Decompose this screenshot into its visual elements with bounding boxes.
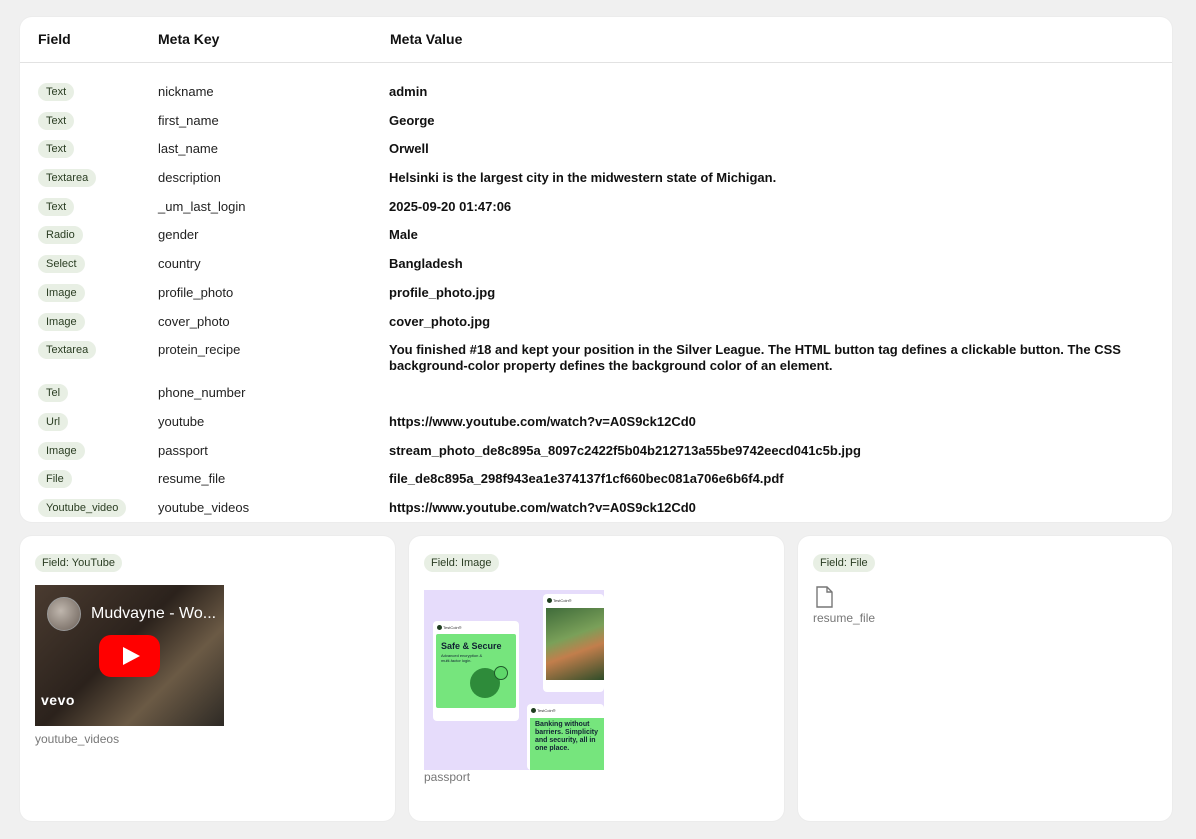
field-type-badge: Text	[38, 112, 74, 130]
meta-key: last_name	[158, 141, 218, 157]
field-tag: Field: File	[813, 554, 875, 572]
field-type-badge: Image	[38, 313, 85, 331]
meta-key: gender	[158, 227, 199, 243]
table-row	[20, 438, 1172, 467]
table-body	[20, 63, 1172, 522]
table-row	[20, 466, 1172, 495]
field-type-badge: Select	[38, 255, 85, 273]
image-caption: passport	[424, 770, 471, 784]
meta-key: profile_photo	[158, 284, 234, 300]
image-field-card	[409, 536, 784, 821]
table-row	[20, 309, 1172, 338]
meta-key: first_name	[158, 112, 219, 128]
meta-key: _um_last_login	[158, 198, 246, 214]
file-field-card	[798, 536, 1172, 821]
file-caption[interactable]: resume_file	[813, 611, 876, 625]
meta-value: George	[389, 112, 435, 128]
meta-value: Orwell	[389, 141, 429, 157]
meta-value: Helsinki is the largest city in the midwestern state of Michigan.	[389, 170, 777, 186]
field-type-badge: Text	[38, 140, 74, 158]
meta-key: phone_number	[158, 385, 246, 401]
header-field: Field	[38, 31, 71, 47]
meta-value: cover_photo.jpg	[389, 313, 491, 329]
check-icon	[494, 666, 508, 680]
field-type-badge: Text	[38, 83, 74, 101]
meta-value: profile_photo.jpg	[389, 284, 496, 300]
table-row	[20, 136, 1172, 165]
meta-value: You finished #18 and kept your position in the Silver League. The HTML button tag defines a clickable button. The CSS background-color property defines the background color of an element.	[389, 342, 1121, 374]
people-photo	[546, 608, 604, 680]
table-row	[20, 337, 1172, 380]
table-row	[20, 380, 1172, 409]
passport-image[interactable]	[424, 590, 604, 770]
mockup-subtitle: Advanced encryption & multi-factor login.	[441, 653, 483, 663]
brand-icon	[437, 625, 442, 630]
header-meta-key: Meta Key	[158, 31, 220, 47]
meta-value: stream_photo_de8c895a_8097c2422f5b04b212713a55be9742eecd041c5b.jpg	[389, 442, 861, 458]
meta-table	[20, 17, 1172, 522]
field-type-badge: Tel	[38, 384, 68, 402]
table-row	[20, 79, 1172, 108]
brand-icon	[547, 598, 552, 603]
table-row	[20, 280, 1172, 309]
table-row	[20, 222, 1172, 251]
brand-icon	[531, 708, 536, 713]
field-tag: Field: YouTube	[35, 554, 122, 572]
meta-value: https://www.youtube.com/watch?v=A0S9ck12Cd0	[389, 413, 696, 429]
meta-value: file_de8c895a_298f943ea1e374137f1cf660bec081a706e6b6f4.pdf	[389, 471, 784, 487]
mockup-banking-text: Banking without barriers. Simplicity and security, all in one place.	[535, 721, 599, 752]
meta-key: description	[158, 170, 221, 186]
meta-value: admin	[389, 84, 428, 99]
mockup-card-photo	[543, 594, 604, 692]
meta-value: Male	[389, 227, 418, 243]
mockup-card-secure	[433, 621, 519, 721]
table-row	[20, 194, 1172, 223]
meta-key: passport	[158, 442, 208, 458]
table-row	[20, 251, 1172, 280]
field-type-badge: Text	[38, 198, 74, 216]
field-type-badge: Url	[38, 413, 68, 431]
field-type-badge: Radio	[38, 226, 83, 244]
table-row	[20, 108, 1172, 137]
youtube-field-card	[20, 536, 395, 821]
video-caption: youtube_videos	[35, 732, 120, 746]
meta-value: Bangladesh	[389, 256, 463, 272]
meta-key: youtube_videos	[158, 499, 250, 515]
meta-key: cover_photo	[158, 313, 230, 329]
field-tag: Field: Image	[424, 554, 499, 572]
file-icon[interactable]	[816, 586, 833, 608]
field-type-badge: Textarea	[38, 169, 96, 187]
channel-avatar	[47, 597, 81, 631]
field-type-badge: Textarea	[38, 341, 96, 359]
table-row	[20, 495, 1172, 522]
header-meta-value: Meta Value	[390, 31, 463, 47]
meta-key: nickname	[158, 84, 214, 99]
brand-label: TestCoin®	[553, 598, 572, 603]
brand-label: TestCoin®	[443, 625, 462, 630]
meta-key: protein_recipe	[158, 342, 241, 358]
table-row	[20, 409, 1172, 438]
meta-key: youtube	[158, 413, 205, 429]
meta-key: resume_file	[158, 471, 226, 487]
brand-label: TestCoin®	[537, 708, 556, 713]
field-type-badge: File	[38, 470, 72, 488]
mockup-title: Safe & Secure	[441, 641, 502, 651]
meta-key: country	[158, 256, 201, 272]
play-icon[interactable]	[99, 635, 160, 677]
table-header	[20, 17, 1172, 63]
field-type-badge: Image	[38, 284, 85, 302]
table-row	[20, 165, 1172, 194]
video-title[interactable]: Mudvayne - Wo...	[91, 605, 217, 622]
meta-value: 2025-09-20 01:47:06	[389, 198, 512, 214]
field-type-badge: Image	[38, 442, 85, 460]
youtube-embed[interactable]	[35, 585, 224, 726]
mockup-card-banking	[527, 704, 604, 770]
meta-value: https://www.youtube.com/watch?v=A0S9ck12Cd0	[389, 499, 696, 515]
vevo-logo: vevo	[41, 692, 75, 708]
field-type-badge: Youtube_video	[38, 499, 126, 517]
